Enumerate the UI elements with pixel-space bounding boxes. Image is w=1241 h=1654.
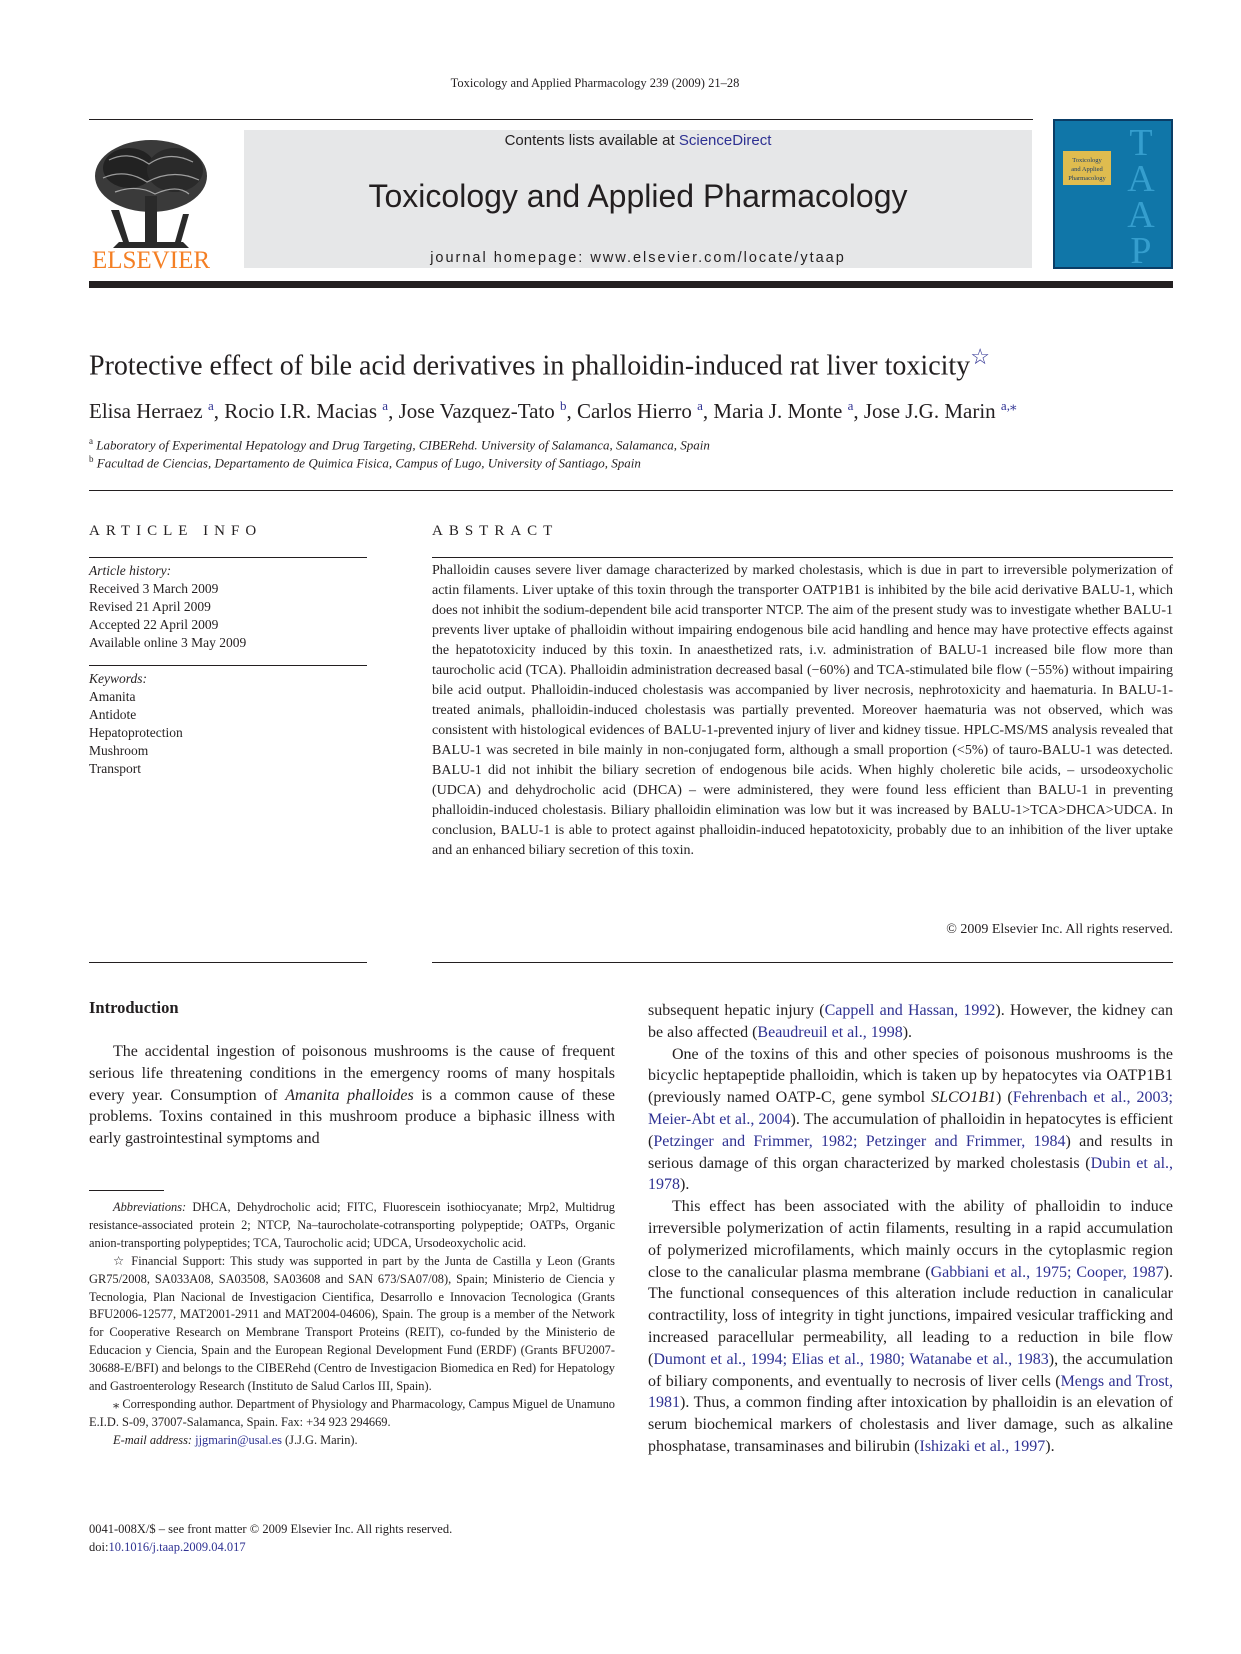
author-name[interactable]: Rocio I.R. Macias	[224, 399, 378, 423]
affiliation-mark: b	[89, 454, 94, 464]
citation-link[interactable]: Mengs and Trost, 1981	[648, 1372, 1174, 1412]
article-info-heading: ARTICLE INFO	[89, 523, 263, 539]
keyword-item: Amanita	[89, 689, 136, 704]
text-run: This effect has been associated with the ability of phalloidin to induce irreversible polymerization of actin filaments, resulting in a rapid accumulation of polymerized microfilaments, which mainly occurs in the cytoplasmic region close to the canalicular plasma membrane (	[648, 1198, 1173, 1281]
keywords-label: Keywords:	[89, 671, 147, 686]
text-run: ), the accumulation of biliary components, and eventually to necrosis of liver cells (	[648, 1350, 1173, 1390]
citation-link[interactable]: Petzinger and Frimmer, 1982; Petzinger and Frimmer, 1984	[653, 1132, 1066, 1150]
author-separator: ,	[388, 399, 399, 423]
star-footnote-icon: ☆	[113, 1253, 127, 1268]
text-run: ).	[902, 1023, 913, 1041]
affiliation-b	[89, 454, 641, 471]
citation-link[interactable]: Beaudreuil et al., 1998	[757, 1023, 903, 1041]
email-label: E-mail address:	[113, 1432, 193, 1447]
email-link[interactable]: jjgmarin@usal.es	[195, 1432, 282, 1447]
footnote-financial	[89, 1253, 615, 1396]
keyword-item: Antidote	[89, 707, 137, 722]
text-run: ) (	[995, 1089, 1013, 1107]
footnote-corresponding	[89, 1396, 615, 1432]
author-affiliation-mark[interactable]: a	[382, 398, 389, 413]
asterisk-footnote-icon: ⁎	[113, 1396, 120, 1411]
citation-link[interactable]: Cappell and Hassan, 1992	[824, 1002, 996, 1019]
abbreviations-label: Abbreviations:	[113, 1200, 187, 1214]
journal-cover-image	[1055, 121, 1171, 267]
history-revised: Revised 21 April 2009	[89, 599, 211, 614]
author-separator: ,	[702, 399, 714, 423]
homepage-label: journal homepage:	[430, 250, 591, 266]
citation-link[interactable]: Gabbiani et al., 1975; Cooper, 1987	[930, 1263, 1164, 1281]
article-title-text: Protective effect of bile acid derivatives in phalloidin-induced rat liver toxicity	[89, 350, 971, 382]
affiliation-mark: a	[89, 436, 93, 446]
email-owner: (J.J.G. Marin).	[281, 1432, 358, 1447]
abbreviations-text: DHCA, Dehydrocholic acid; FITC, Fluorescein isothiocyanate; Mrp2, Multidrug resistance-associated protein 2; NTCP, Na–taurocholate-cotransporting polypeptide; OATPs, Organic anion-transporting polypeptides; TCA, Taurocholic acid; UDCA, Ursodeoxycholic acid.	[89, 1200, 615, 1250]
footnotes	[89, 1199, 615, 1450]
text-run: ) and results in serious damage of this organ characterized by marked cholestasis (	[648, 1132, 1173, 1172]
svg-text:Pharmacology: Pharmacology	[1068, 175, 1106, 182]
species-name: Amanita phalloides	[285, 1086, 414, 1104]
contents-line	[244, 132, 1032, 149]
author-list	[89, 398, 1189, 424]
article-history	[89, 562, 246, 652]
text-run: ). Thus, a common finding after intoxication by phalloidin is an elevation of serum biochemical markers of cholestasis and liver damage, such as alkaline phosphatase, transaminases and bilirubin (	[648, 1394, 1173, 1455]
doi-label: doi:	[89, 1540, 109, 1554]
journal-homepage	[244, 250, 1032, 266]
elsevier-tree-icon	[89, 130, 214, 272]
svg-text:A: A	[1127, 194, 1155, 236]
contents-prefix: Contents lists available at	[504, 132, 679, 149]
author-separator: ,	[853, 399, 864, 423]
article-info-bottom-rule	[89, 962, 367, 963]
history-label: Article history:	[89, 563, 172, 578]
introduction-heading: Introduction	[89, 998, 179, 1017]
header-rule	[89, 119, 1033, 120]
keyword-item: Transport	[89, 761, 142, 776]
author-name[interactable]: Jose J.G. Marin	[863, 399, 996, 423]
title-footnote-star-icon[interactable]: ☆	[970, 344, 990, 369]
affiliation-rule	[89, 490, 1173, 491]
svg-text:P: P	[1130, 230, 1152, 267]
text-run: ). The functional consequences of this alteration include reduction in canalicular contractility, loss of integrity in tight junctions, impaired vesicular trafficking and increased paracellular permeability, all leading to a reduction in bile flow (	[648, 1263, 1173, 1368]
author-name[interactable]: Elisa Herraez	[89, 399, 203, 423]
running-head: Toxicology and Applied Pharmacology 239 (2009) 21–28	[450, 76, 740, 90]
citation-link[interactable]: Dumont et al., 1994; Elias et al., 1980; Watanabe et al., 1983	[653, 1350, 1049, 1368]
journal-title: Toxicology and Applied Pharmacology	[368, 178, 908, 214]
text-run: One of the toxins of this and other species of poisonous mushrooms is the bicyclic heptapeptide phalloidin, which is taken up by hepatocytes via OATP1B1 (previously named OATP-C, gene symbol	[648, 1045, 1173, 1107]
text-run: ).	[1045, 1437, 1055, 1455]
intro-paragraph	[648, 1000, 1173, 1044]
author-name[interactable]: Maria J. Monte	[713, 399, 843, 423]
svg-text:A: A	[1127, 158, 1155, 200]
intro-left-column	[89, 1041, 615, 1150]
svg-text:Toxicology: Toxicology	[1072, 157, 1102, 164]
keyword-item: Mushroom	[89, 743, 149, 758]
citation-link[interactable]: Ishizaki et al., 1997	[919, 1437, 1046, 1455]
keyword-item: Hepatoprotection	[89, 725, 183, 740]
issn-line: 0041-008X/$ – see front matter © 2009 Elsevier Inc. All rights reserved.	[89, 1522, 453, 1536]
abstract-copyright: © 2009 Elsevier Inc. All rights reserved.	[946, 922, 1173, 937]
text-run: ).	[680, 1176, 690, 1194]
footnote-rule	[89, 1190, 164, 1191]
elsevier-wordmark: ELSEVIER	[91, 247, 211, 272]
abstract-heading: ABSTRACT	[432, 523, 559, 539]
doi-link[interactable]: 10.1016/j.taap.2009.04.017	[108, 1540, 246, 1554]
keywords	[89, 670, 183, 778]
elsevier-logo[interactable]	[89, 130, 214, 272]
history-online: Available online 3 May 2009	[89, 635, 247, 650]
header-thick-rule	[89, 281, 1173, 288]
author-name[interactable]: Carlos Hierro	[576, 399, 692, 423]
keywords-rule	[89, 665, 367, 666]
corresponding-text: Corresponding author. Department of Physiology and Pharmacology, Campus Miguel de Unamuno E.I.D. S-09, 37007-Salamanca, Spain. Fax: +34 923 294669.	[89, 1396, 615, 1429]
intro-paragraph	[648, 1044, 1173, 1197]
abstract-rule	[432, 557, 1173, 558]
affiliation-text: Facultad de Ciencias, Departamento de Quimica Fisica, Campus of Lugo, University of Santiago, Spain	[96, 455, 641, 471]
author-separator: ,	[213, 399, 225, 423]
abstract-text: Phalloidin causes severe liver damage characterized by marked cholestasis, which is due in part to irreversible polymerization of actin filaments. Liver uptake of this toxin through the transporter OATP1B1 is inhibited by the bile acid derivative BALU-1, which does not inhibit the sodium-dependent bile acid transporter NTCP. The aim of the present study was to investigate whether BALU-1 prevents liver uptake of phalloidin without impairing endogenous bile acid handling and hence may have protective effects against the hepatotoxicity induced by this toxin. In anaesthetized rats, i.v. administration of BALU-1 increased bile flow more than taurocholic acid (TCA). Phalloidin administration decreased basal (−60%) and TCA-stimulated bile flow (−55%) without impairing bile acid output. Phalloidin-induced cholestasis was accompanied by liver necrosis, nephrotoxicity and haematuria. In BALU-1-treated animals, phalloidin-induced cholestasis was partially prevented. Moreover haematuria was not observed, which was consistent with histological evidences of BALU-1-prevented injury of liver and kidney tissue. HPLC-MS/MS analysis revealed that BALU-1 was secreted in bile mainly in non-conjugated form, although a small proportion (<5%) of tauro-BALU-1 was detected. BALU-1 did not inhibit the biliary secretion of endogenous bile acids. When highly choleretic bile acids, – ursodeoxycholic (UDCA) and dehydrocholic acid (DHCA) – were administered, they were found less efficient than BALU-1 in preventing phalloidin-induced cholestasis. Biliary phalloidin elimination was low but it was increased by BALU-1>TCA>DHCA>UDCA. In conclusion, BALU-1 is able to protect against phalloidin-induced hepatotoxicity, probably due to an inhibition of the liver uptake and an enhanced biliary secretion of this toxin.	[432, 563, 1173, 858]
front-matter-info	[89, 1520, 452, 1556]
intro-right-column	[648, 1000, 1173, 1458]
text-run: ). However, the kidney can be also affected (	[648, 1002, 1174, 1041]
affiliation-text: Laboratory of Experimental Hepatology and Drug Targeting, CIBERehd. University of Salamanca, Salamanca, Spain	[96, 437, 710, 453]
author-affiliation-mark[interactable]: a	[847, 398, 854, 413]
history-accepted: Accepted 22 April 2009	[89, 617, 219, 632]
author-affiliation-mark[interactable]: b	[559, 398, 567, 413]
article-info-rule	[89, 557, 367, 558]
doi-line	[89, 1538, 452, 1556]
affiliation-a	[89, 436, 710, 453]
author-name[interactable]: Jose Vazquez-Tato	[398, 399, 555, 423]
author-affiliation-mark[interactable]: a	[697, 398, 703, 413]
financial-text: Financial Support: This study was supported in part by the Junta de Castilla y Leon (Grants GR75/2008, SA033A08, SA03508, SA03608 and SAN 673/SA07/08), Spain; Ministerio de Ciencia y Tecnologia, Plan Nacional de Investigacion Cientifica, Desarrollo e Innovacion Tecnologica (Grants BFU2006-12577, MAT2001-2911 and MAT2004-04606), Spain. The group is a member of the Network for Cooperative Research on Membrane Transport Proteins (REIT), co-funded by the Ministerio de Educacion y Ciencia, Spain and the European Regional Development Fund (ERDF) (Grants BFU2007-30688-E/BFI) and belongs to the CIBERehd (Centro de Investigacion Biomedica en Red) for Hepatology and Gastroenterology Research (Instituto de Salud Carlos III, Spain).	[89, 1253, 615, 1394]
text-run: subsequent hepatic injury (	[648, 1002, 825, 1019]
history-received: Received 3 March 2009	[89, 581, 219, 596]
sciencedirect-link[interactable]: ScienceDirect	[678, 132, 772, 149]
intro-paragraph	[89, 1041, 615, 1150]
text-run: The accidental ingestion of poisonous mushrooms is the cause of frequent serious life threatening conditions in the emergency rooms of many hospitals every year. Consumption of	[89, 1043, 615, 1104]
homepage-url[interactable]: www.elsevier.com/locate/ytaap	[590, 250, 846, 266]
citation-link[interactable]: Dubin et al., 1978	[648, 1154, 1174, 1194]
author-separator: ,	[566, 399, 577, 423]
intro-paragraph	[648, 1196, 1173, 1458]
text-run: is a common cause of these problems. Toxins contained in this mushroom produce a biphasic illness with early gastrointestinal symptoms and	[89, 1086, 616, 1148]
abstract-bottom-rule	[432, 962, 1173, 963]
svg-text:and Applied: and Applied	[1071, 166, 1103, 173]
author-affiliation-mark[interactable]: a,⁎	[1000, 398, 1017, 413]
text-run: ). The accumulation of phalloidin in hepatocytes is efficient (	[648, 1110, 1173, 1150]
gene-symbol: SLCO1B1	[931, 1089, 996, 1107]
journal-cover[interactable]	[1053, 119, 1173, 269]
citation-link[interactable]: Fehrenbach et al., 2003; Meier-Abt et al., 2004	[648, 1089, 1173, 1128]
footnote-email	[89, 1432, 615, 1450]
author-affiliation-mark[interactable]: a	[207, 398, 214, 413]
svg-text:T: T	[1129, 122, 1153, 164]
article-title	[89, 344, 1189, 382]
footnote-abbreviations	[89, 1199, 615, 1253]
